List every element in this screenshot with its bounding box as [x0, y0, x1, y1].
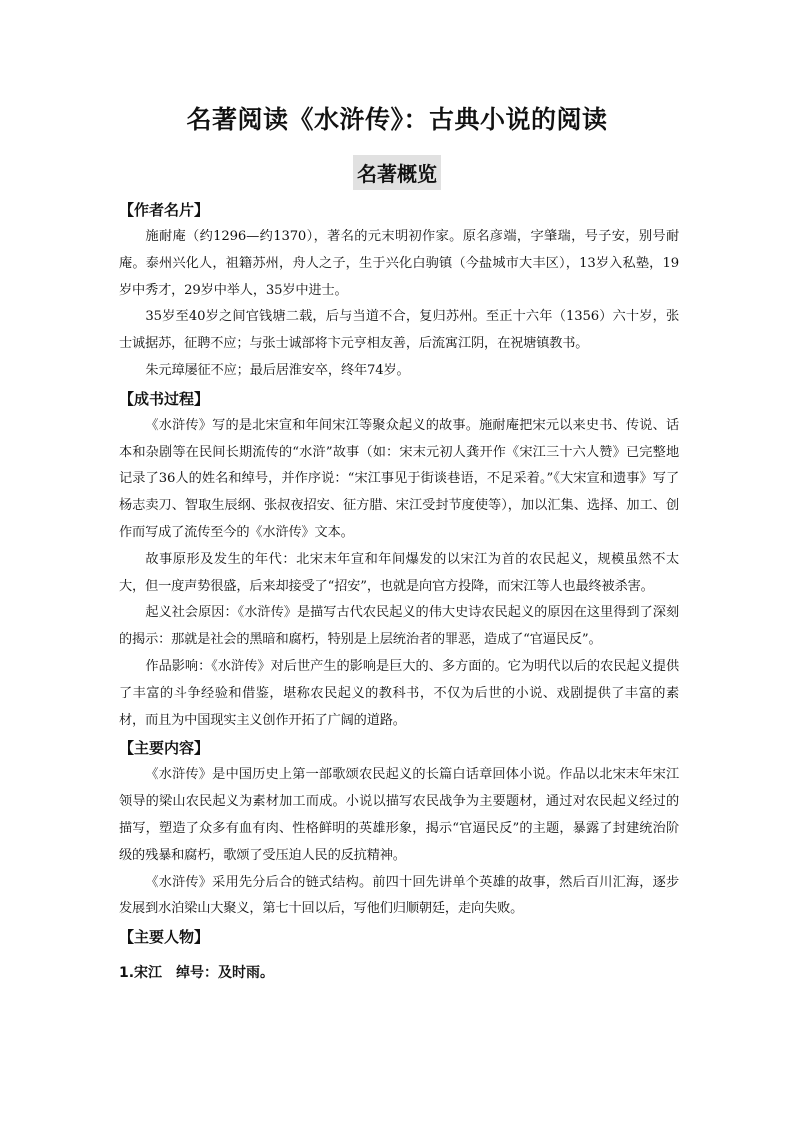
process-paragraph: 起义社会原因：《水浒传》是描写古代农民起义的伟大史诗农民起义的原因在这里得到了深刻的揭示：那就是社会的黑暗和腐朽，特别是上层统治者的罪恶，造成了“官逼民反”。 — [119, 605, 679, 648]
section-characters — [119, 923, 679, 987]
section-author — [119, 196, 679, 385]
section-heading-characters: 【主要人物】 — [119, 928, 210, 947]
content-paragraph: 《水浒传》采用先分后合的链式结构。前四十回先讲单个英雄的故事，然后百川汇海，逐步发展到水泊梁山大聚义，第七十回以后，写他们归顺朝廷，走向失败。 — [119, 874, 679, 917]
character-item: 1.宋江 绰号：及时雨。 — [119, 965, 275, 982]
document-subtitle: 名著概览 — [353, 155, 441, 190]
section-process — [119, 385, 679, 735]
author-paragraph: 朱元璋屡征不应；最后居淮安卒，终年74岁。 — [145, 362, 410, 378]
section-content — [119, 734, 679, 923]
document-title: 名著阅读《水浒传》：古典小说的阅读 — [186, 105, 608, 134]
process-paragraph: 《水浒传》写的是北宋宣和年间宋江等聚众起义的故事。施耐庵把宋元以来史书、传说、话本和杂剧等在民间长期流传的“水浒”故事（如：宋末元初人龚开作《宋江三十六人赞》已完整地记录了36人的姓名和绰号，并作序说：“宋江事见于街谈巷语，不足采着。”《大宋宣和遗事》写了杨志卖刀、智取生辰纲、张叔夜招安、征方腊、宋江受封节度使等），加以汇集、选择、加工、创作而写成了流传至今的《水浒传》文本。 — [119, 417, 679, 540]
section-heading-content: 【主要内容】 — [119, 739, 210, 758]
content-paragraph: 《水浒传》是中国历史上第一部歌颂农民起义的长篇白话章回体小说。作品以北宋末年宋江领导的梁山农民起义为素材加工而成。小说以描写农民战争为主要题材，通过对农民起义经过的描写，塑造了众多有血有肉、性格鲜明的英雄形象，揭示“官逼民反”的主题，暴露了封建统治阶级的残暴和腐朽，歌颂了受压迫人民的反抗精神。 — [119, 767, 679, 863]
section-heading-author: 【作者名片】 — [119, 201, 210, 219]
document-body — [119, 196, 679, 987]
subtitle-container — [0, 155, 794, 190]
section-heading-process: 【成书过程】 — [119, 389, 210, 408]
author-paragraph: 35岁至40岁之间官钱塘二载，后与当道不合，复归苏州。至正十六年（1356）六十岁，张士诚据苏，征聘不应；与张士诚部将卞元亨相友善，后流寓江阴，在祝塘镇教书。 — [119, 309, 679, 352]
process-paragraph: 作品影响：《水浒传》对后世产生的影响是巨大的、多方面的。它为明代以后的农民起义提供了丰富的斗争经验和借鉴，堪称农民起义的教科书，不仅为后世的小说、戏剧提供了丰富的素材，而且为中国现实主义创作开拓了广阔的道路。 — [119, 658, 679, 728]
process-paragraph: 故事原形及发生的年代：北宋末年宣和年间爆发的以宋江为首的农民起义，规模虽然不太大，但一度声势很盛，后来却接受了“招安”，也就是向官方投降，而宋江等人也最终被杀害。 — [119, 551, 679, 594]
author-paragraph: 施耐庵（约1296—约1370），著名的元末明初作家。原名彦端，字肇瑞，号子安，别号耐庵。泰州兴化人，祖籍苏州，舟人之子，生于兴化白驹镇（今盐城市大丰区），13岁入私塾，19岁中秀才，29岁中举人，35岁中进士。 — [119, 229, 679, 298]
